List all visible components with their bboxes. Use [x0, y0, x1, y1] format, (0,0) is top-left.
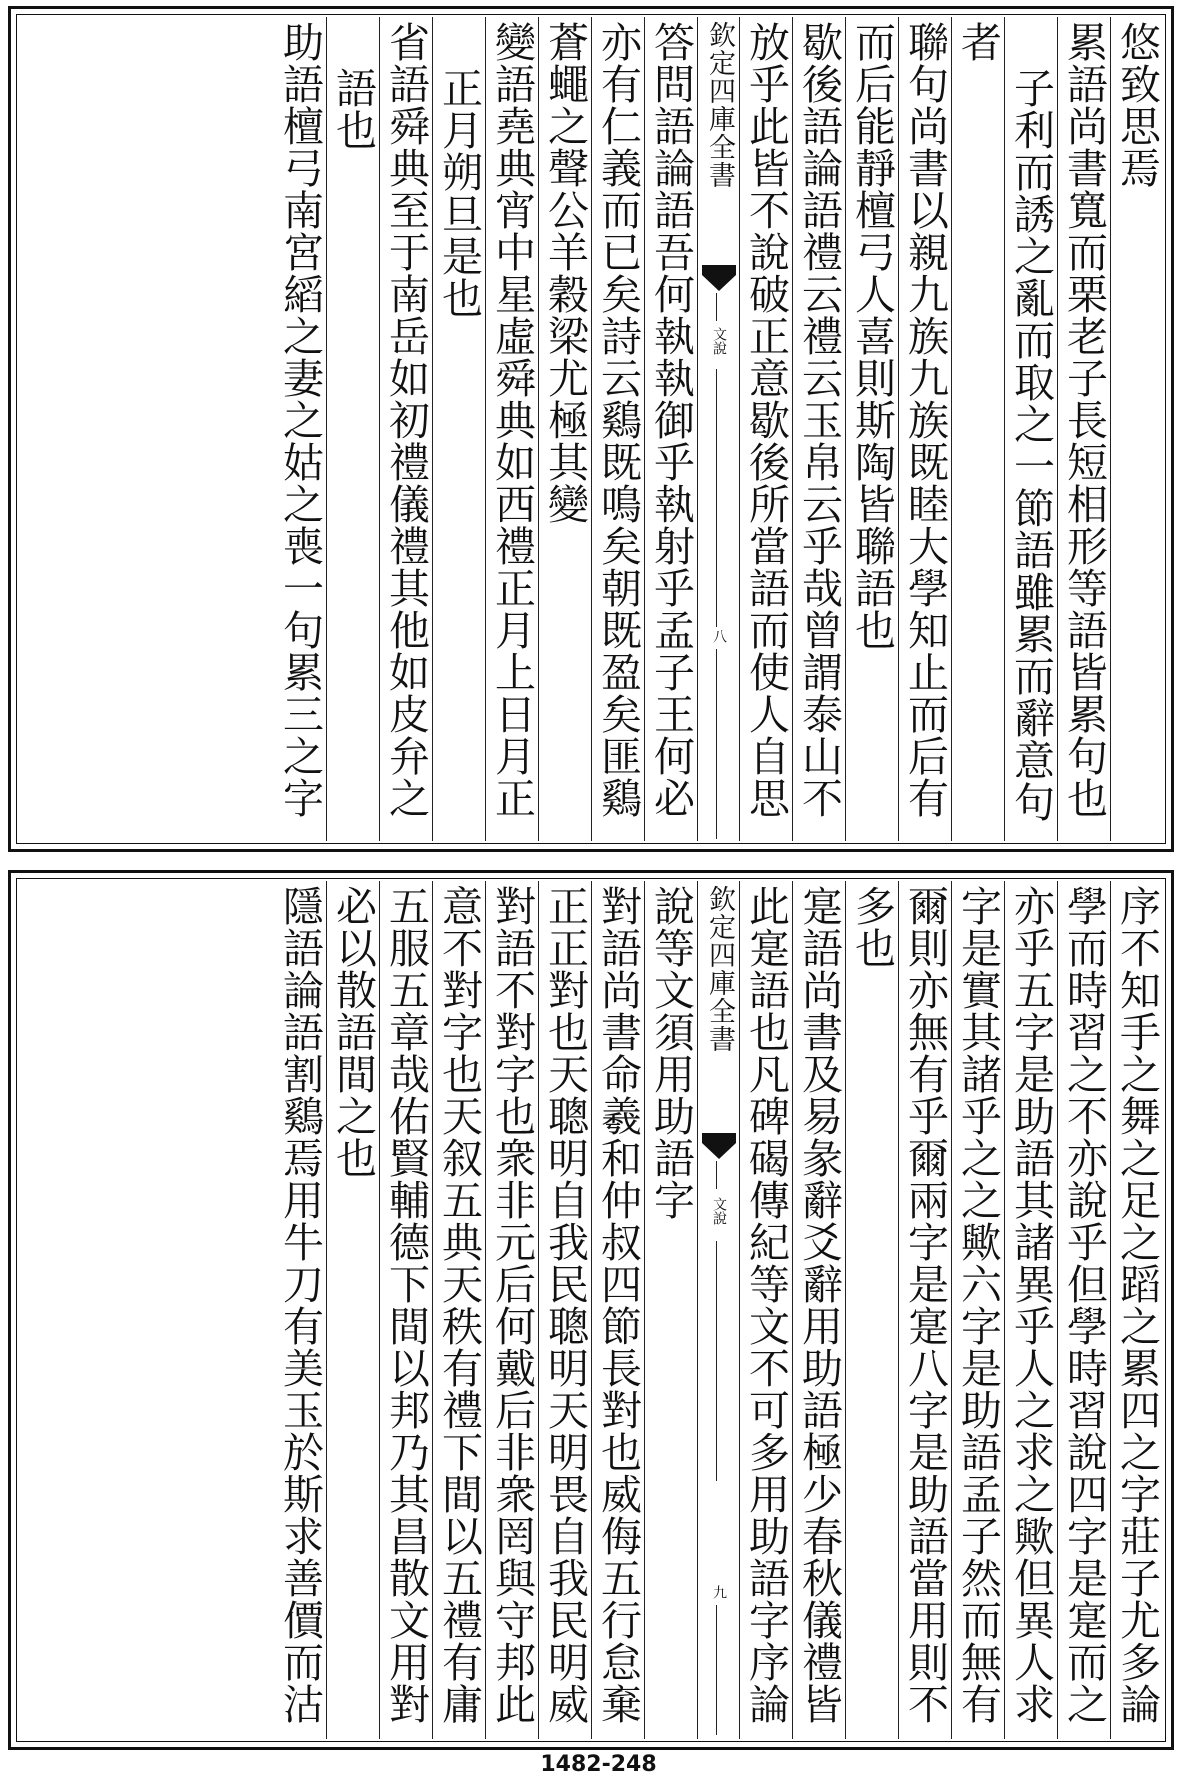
column-text: 而后能靜檀弓人喜則斯陶皆聯語也 [848, 21, 896, 651]
column-text: 學而時習之不亦說乎但學時習說四字是寔而之 [1060, 885, 1108, 1725]
column-text: 答問語論語吾何執執御乎執射乎孟子王何必 [647, 21, 695, 819]
text-column [591, 17, 644, 841]
text-column [538, 17, 591, 841]
text-column [1057, 881, 1110, 1739]
text-column [792, 881, 845, 1739]
text-column [739, 17, 792, 841]
text-column [1110, 881, 1163, 1739]
text-column [845, 881, 898, 1739]
text-column [644, 17, 697, 841]
page-bottom [8, 870, 1174, 1750]
column-text: 對語不對字也衆非元后何戴后非衆罔與守邦此 [488, 885, 536, 1725]
text-column [591, 881, 644, 1739]
fishtail-mark-icon [702, 265, 736, 291]
text-column [326, 881, 379, 1739]
text-column [538, 881, 591, 1739]
columns-container [19, 881, 1163, 1739]
column-text: 者 [954, 21, 1002, 63]
column-text: 必以散語間之也 [329, 885, 377, 1179]
column-text: 說等文須用助語字 [647, 885, 695, 1221]
text-column [739, 881, 792, 1739]
column-text: 寔語尚書及易彖辭爻辭用助語極少春秋儀禮皆 [795, 885, 843, 1725]
text-column [273, 881, 326, 1739]
column-text: 字是實其諸乎之之歟六字是助語孟子然而無有 [954, 885, 1002, 1725]
text-column [432, 17, 485, 841]
column-text: 隱語論語割鷄焉用牛刀有美玉於斯求善價而沽 [276, 885, 324, 1725]
column-text: 多也 [848, 885, 896, 969]
column-text: 助語檀弓南宮縚之妻之姑之喪一句累三之字 [276, 21, 324, 819]
center-fold [697, 881, 739, 1739]
text-column [485, 881, 538, 1739]
column-text: 歇後語論語禮云禮云玉帛云乎哉曾謂泰山不 [795, 21, 843, 819]
text-column [951, 17, 1004, 841]
column-text: 悠致思焉 [1113, 21, 1161, 189]
text-column [792, 17, 845, 841]
text-column [1004, 17, 1057, 841]
center-fold [697, 17, 739, 841]
column-text: 蒼蠅之聲公羊穀梁尤極其變 [541, 21, 589, 525]
column-text: 正月朔旦是也 [435, 67, 483, 319]
text-column [273, 17, 326, 841]
text-column [845, 17, 898, 841]
column-text: 省語舜典至于南岳如初禮儀禮其他如皮弁之 [382, 21, 430, 819]
column-text: 累語尚書寬而栗老子長短相形等語皆累句也 [1060, 21, 1108, 819]
columns-container [19, 17, 1163, 841]
text-column [1057, 17, 1110, 841]
page-number: 九 [711, 1585, 727, 1599]
column-text: 序不知手之舞之足之蹈之累四之字莊子尤多論 [1113, 885, 1161, 1725]
book-header: 欽定四庫全書 [704, 885, 735, 1053]
text-column [1110, 17, 1163, 841]
column-text: 亦有仁義而已矣詩云鷄既鳴矣朝既盈矣匪鷄 [594, 21, 642, 819]
column-text: 正正對也天聰明自我民聰明天明畏自我民明威 [541, 885, 589, 1725]
column-text: 亦乎五字是助語其諸異乎人之求之歟但異人求 [1007, 885, 1055, 1725]
column-text: 五服五章哉佑賢輔德下間以邦乃其昌散文用對 [382, 885, 430, 1725]
text-column [644, 881, 697, 1739]
column-text: 對語尚書命羲和仲叔四節長對也威侮五行怠棄 [594, 885, 642, 1725]
column-text: 意不對字也天叙五典天秩有禮下間以五禮有庸 [435, 885, 483, 1725]
book-header: 欽定四庫全書 [704, 21, 735, 189]
fishtail-mark-icon [702, 1133, 736, 1159]
text-column [379, 17, 432, 841]
text-column [432, 881, 485, 1739]
column-text: 爾則亦無有乎爾兩字是寔八字是助語當用則不 [901, 885, 949, 1725]
text-column [951, 881, 1004, 1739]
column-text: 此寔語也凡碑碣傳紀等文不可多用助語字序論 [742, 885, 790, 1725]
column-text: 變語堯典宵中星虛舜典如西禮正月上日月正 [488, 21, 536, 819]
section-label: 文說 [711, 1197, 727, 1225]
page-top [8, 6, 1174, 852]
column-text: 子利而誘之亂而取之一節語雖累而辭意句 [1007, 67, 1055, 823]
page-number: 八 [711, 629, 727, 643]
text-column [898, 17, 951, 841]
text-column [898, 881, 951, 1739]
section-label: 文說 [711, 327, 727, 355]
page-footer-number: 1482-248 [540, 1752, 657, 1777]
column-text: 放乎此皆不說破正意歇後所當語而使人自思 [742, 21, 790, 819]
text-column [485, 17, 538, 841]
column-text: 語也 [329, 67, 377, 151]
text-column [326, 17, 379, 841]
column-text: 聯句尚書以親九族九族既睦大學知止而后有 [901, 21, 949, 819]
text-column [1004, 881, 1057, 1739]
text-column [379, 881, 432, 1739]
